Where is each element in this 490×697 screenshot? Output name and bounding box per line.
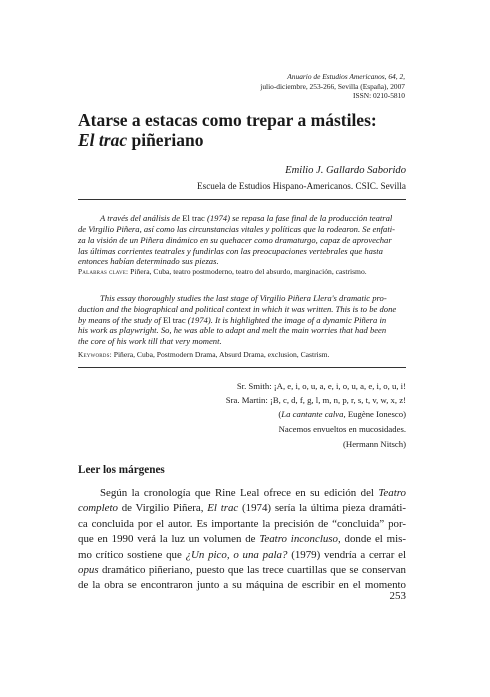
body-line-2: completo de Virgilio Piñera, El trac (1974) sería la última pieza dramáti- <box>78 502 406 515</box>
journal-line-2: julio-diciembre, 253-266, Sevilla (España), 2007 <box>260 81 405 91</box>
abstract-en-line-1: This essay thoroughly studies the last stage of Virgilio Piñera Llera's dramatic pro- <box>100 293 387 303</box>
author-affiliation: Escuela de Estudios Hispano-Americanos. CSIC. Sevilla <box>197 181 406 191</box>
body-line-5: mo crítico sostiene que ¿Un pico, o una pala? (1979) vendría a cerrar el <box>78 548 406 561</box>
body-line-3: ca concluida por el autor. Es importante la precisión de “concluida” por- <box>78 517 406 530</box>
abstract-es-line-4: las últimas corrientes teatrales y fundirlas con las preocupaciones vertebrales que hasta <box>78 245 383 256</box>
abstract-spanish <box>78 213 406 224</box>
abstract-divider <box>78 367 406 368</box>
section-heading: Leer los márgenes <box>78 464 165 476</box>
abstract-en-line-3: by means of the study of El trac (1974). It is highlighted the image of a dynamic Piñera in <box>78 314 387 325</box>
abstract-en-line-4: his work as playwright. So, he was able to adapt and melt the main worries that had been <box>78 325 387 336</box>
body-line-6: opus dramático piñeriano, puesto que las trece cuartillas que se conservan <box>78 564 406 577</box>
abstract-en-line-2: duction and the biographical and political context in which it was written. This is to be done <box>78 303 397 314</box>
abstract-english <box>78 293 406 347</box>
keywords-en-values: Piñera, Cuba, Postmodern Drama, Absurd Drama, exclusion, Castrism. <box>111 350 330 359</box>
title-line-2 <box>78 131 408 151</box>
epigraph-line-2: Sra. Martin: ¡B, c, d, f, g, l, m, n, p, r, s, t, v, w, x, z! <box>225 395 406 405</box>
keywords-spanish <box>78 267 406 277</box>
abstract-es-line: A través del análisis de El trac (1974) se repasa la fase final de la producción teatral <box>100 213 393 223</box>
abstract-es-line-2: de Virgilio Piñera, así como las circunstancias vitales y políticas que la rodearon. Se enfati- <box>78 224 395 234</box>
epigraph-line-1: Sr. Smith: ¡A, e, i, o, u, a, e, i, o, u, a, e, i, o, u, i! <box>236 381 406 391</box>
abstract-es-text-1a: A través del análisis de <box>100 213 183 223</box>
keywords-es-label: Palabras clave: <box>78 267 129 276</box>
abstract-es-line-3: za la visión de un Piñera dinámico en su quehacer como dramaturgo, capaz de aprovechar <box>78 234 392 245</box>
title-rest: piñeriano <box>127 129 204 150</box>
journal-line-3: ISSN: 0210-5810 <box>353 91 405 101</box>
journal-line-1: Anuario de Estudios Americanos, 64, 2, <box>287 72 405 81</box>
author-name: Emilio J. Gallardo Saborido <box>285 165 406 176</box>
epigraph-source-2: (Hermann Nitsch) <box>343 439 406 449</box>
body-line-4: que en 1990 verá la luz un volumen de Teatro inconcluso, donde el mis- <box>78 533 407 546</box>
epigraph-source-1: (La cantante calva, Eugène Ionesco) <box>278 409 406 419</box>
page-number: 253 <box>389 590 406 602</box>
epigraph-line-3: Nacemos envueltos en mucosidades. <box>278 424 406 434</box>
body-line-7: de la obra se encontraron junto a su máquina de escribir en el momento <box>78 579 406 592</box>
body-text <box>78 486 406 594</box>
body-line-1: Según la cronología que Rine Leal ofrece en su edición del Teatro <box>100 487 406 499</box>
abstract-es-rest <box>78 224 406 267</box>
top-divider <box>78 199 406 200</box>
abstract-en-line-5: the core of his work till that very moment. <box>78 336 222 347</box>
journal-reference <box>260 72 405 101</box>
abstract-es-line-5: entonces habían determinado sus piezas. <box>78 256 219 267</box>
keywords-es-values: Piñera, Cuba, teatro postmoderno, teatro del absurdo, marginación, castrismo. <box>128 267 367 276</box>
keywords-en-label: Keywords: <box>78 350 112 359</box>
title-italic-part: El trac <box>78 129 128 150</box>
keywords-english <box>78 350 406 360</box>
title-line-1: Atarse a estacas como trepar a mástiles: <box>78 110 377 130</box>
article-title <box>78 111 408 150</box>
